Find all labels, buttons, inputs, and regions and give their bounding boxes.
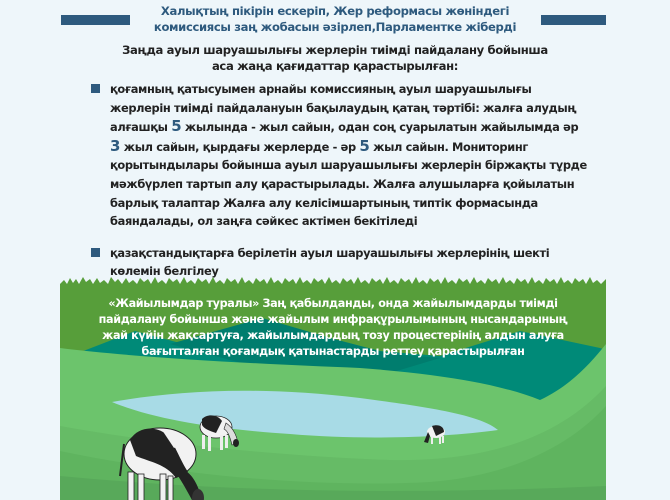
bullet-text-part: қоғамның қатысуымен арнайы комиссияның ауыл шаруашылығы жерлерін тиімді пайдалануын бақылаудың қатаң тәртібі: жалға алудың алғашқы — [110, 82, 577, 135]
panel-text-line: жай күйін жақсартуға, жайылымдардың тозу процестерінің алдын алуға — [102, 329, 564, 342]
intro-line-1: Заңда ауыл шаруашылығы жерлерін тиімді пайдалану бойынша — [122, 43, 548, 57]
bullet-square-icon — [91, 248, 100, 257]
subtitle — [135, 3, 535, 35]
intro-line-2: аса жаңа қағидаттар қарастырылған: — [211, 59, 459, 73]
principles-list — [91, 80, 591, 294]
bullet-text-part: жыл сайын. Мониторинг қорытындылары бойынша ауыл шаруашылығы жерлерін біржақты тұрде мәжбүрлеп тартып алу қарастырылады. Жалға алушыларға қойылатын барлық талаптар Жалға алу келісімшартының типтік формасында баяндалады, ол заңға сәйкес актімен бекітіледі — [110, 139, 587, 229]
highlight-number: 5 — [171, 117, 182, 136]
bullet-text-part: жылында - жыл сайын, одан соң суарылатын жайылымда әр — [181, 120, 579, 135]
pasture-law-text — [80, 296, 586, 360]
subtitle-line-2: комиссиясы заң жобасын әзірлеп,Парламентке жіберді — [153, 20, 517, 34]
list-item — [91, 80, 591, 231]
intro-heading — [100, 42, 570, 74]
bullet-text: қазақстандықтарға берілетін ауыл шаруашылығы жерлерінің шекті көлемін белгілеу — [110, 245, 550, 279]
panel-text-line: пайдалану бойынша және жайылым инфрақұрылымының нысандарының — [98, 313, 568, 326]
highlight-number: 3 — [110, 136, 121, 155]
bullet-square-icon — [91, 84, 100, 93]
subtitle-line-1: Халықтың пікірін ескеріп, Жер реформасы жөніндегі — [160, 4, 510, 18]
panel-text-line: «Жайылымдар туралы» Заң қабылданды, онда жайылымдарды тиімді — [108, 297, 558, 310]
panel-text-line: бағытталған қоғамдық қатынастарды реттеу қарастырылған — [141, 345, 525, 358]
bullet-text-part: жыл сайын, қырдағы жерлерде - әр — [120, 139, 360, 154]
header-decor-bar-right — [541, 15, 606, 25]
pasture-law-panel — [60, 276, 606, 500]
header-decor-bar-left — [61, 15, 130, 25]
highlight-number: 5 — [359, 136, 370, 155]
